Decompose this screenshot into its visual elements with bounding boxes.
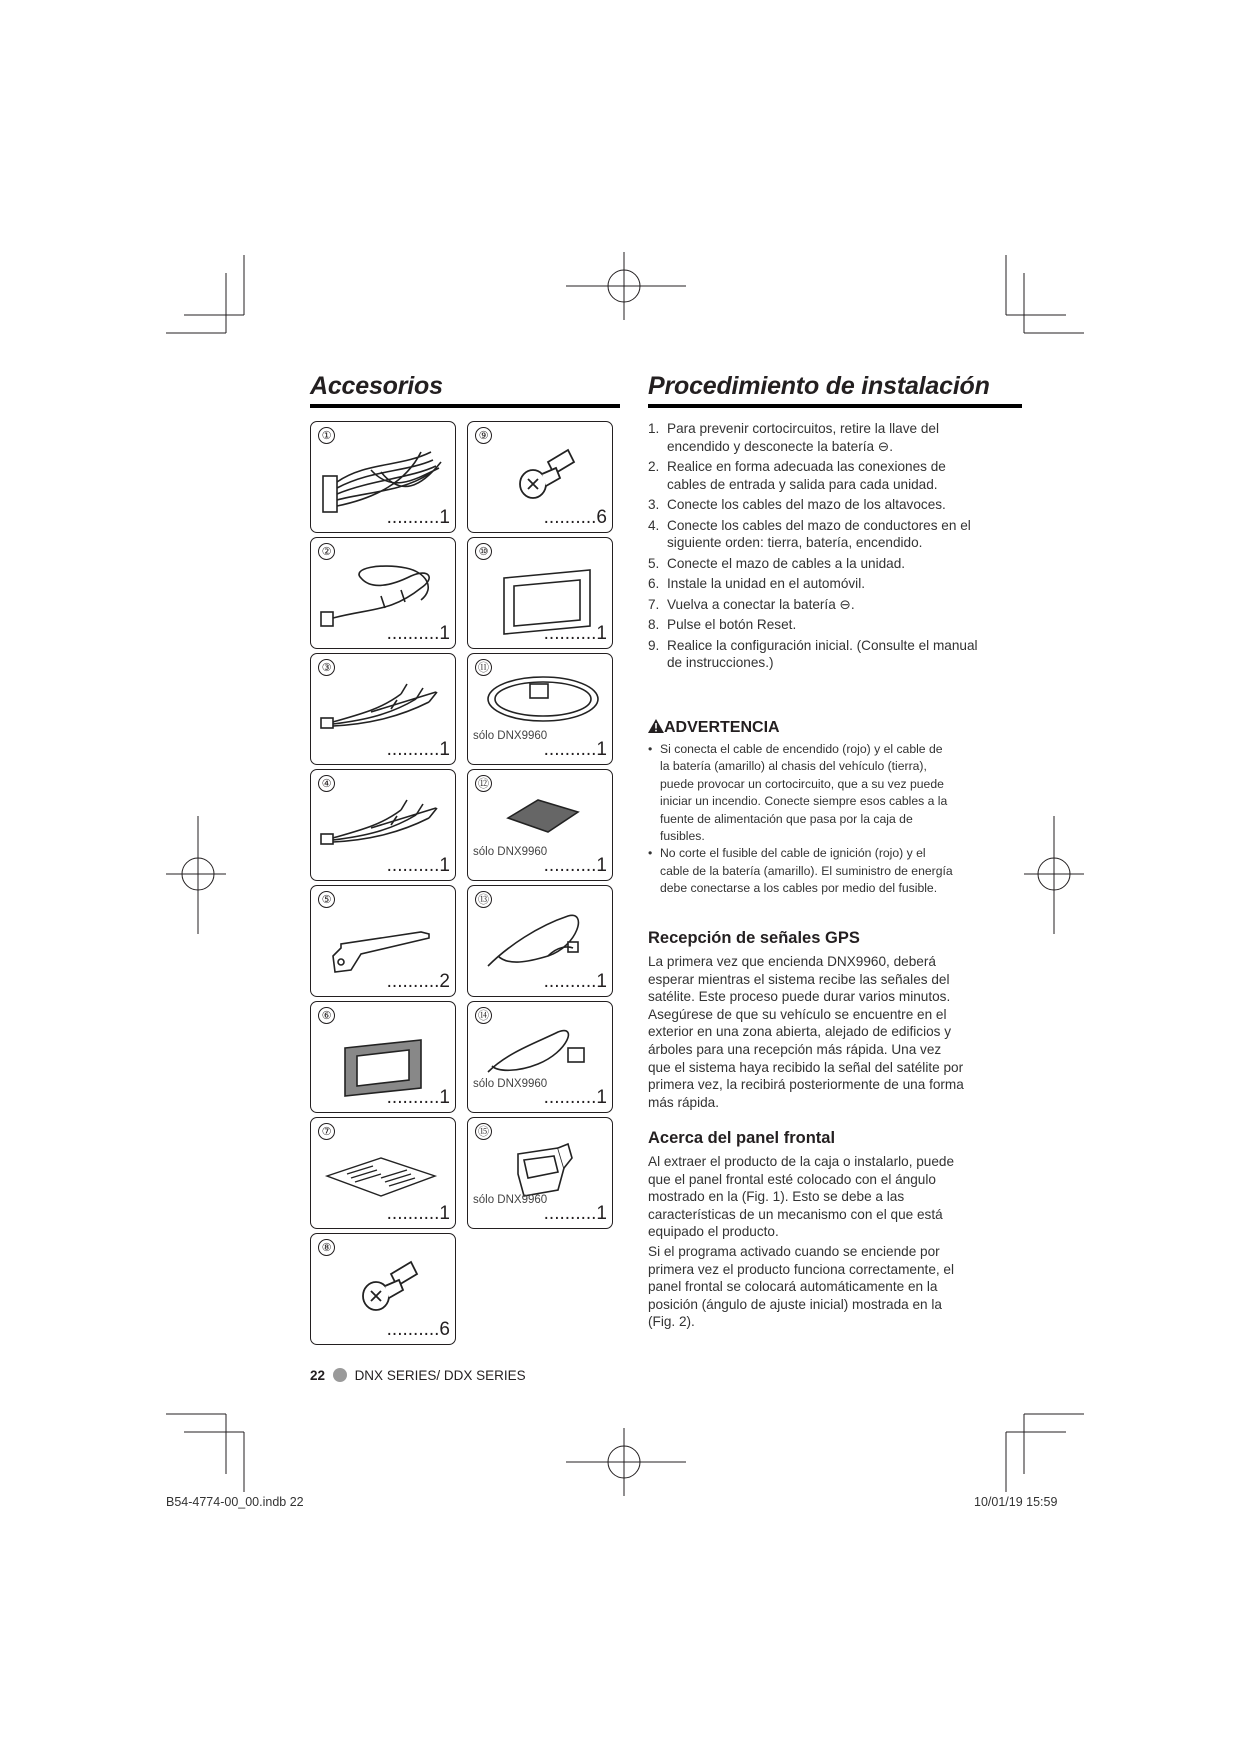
accessory-item xyxy=(310,1001,456,1113)
item-note: sólo DNX9960 xyxy=(473,1078,548,1090)
accessory-item xyxy=(467,1001,613,1113)
item-quantity: ..........1 xyxy=(386,1203,450,1224)
item-number: ⑧ xyxy=(318,1239,335,1256)
list-item: 9. Realice la configuración inicial. (Consulte el manual de instrucciones.) xyxy=(648,637,978,670)
item-number: ② xyxy=(318,543,335,560)
item-number: ⑬ xyxy=(475,891,492,908)
item-number: ③ xyxy=(318,659,335,676)
item-number: ⑩ xyxy=(475,543,492,560)
gps-text: La primera vez que encienda DNX9960, deberá esperar mientras el sistema recibe las señales del satélite. Este proceso puede durar varios minutos. Asegúrese de que su vehículo se encuentre en el exterior en una zona abierta, alejado de edificios y árboles para una recepción más rápida. Una vez que el sistema haya recibido la señal del satélite por primera vez, la recibirá posteriormente de una forma más rápida. xyxy=(648,954,964,1110)
page-number: 22 xyxy=(310,1368,326,1383)
panel-text-2: Si el programa activado cuando se enciende por primera vez el producto funciona correctamente, el panel frontal se colocará automáticamente en la posición (ángulo de ajuste inicial) mostrada en la (Fig. 2). xyxy=(648,1244,955,1330)
item-note: sólo DNX9960 xyxy=(473,730,548,742)
item-note: sólo DNX9960 xyxy=(473,846,548,858)
accessory-item xyxy=(467,769,613,881)
item-quantity: ..........1 xyxy=(543,1203,607,1224)
warning-list xyxy=(648,741,954,898)
accessory-item xyxy=(310,653,456,765)
item-number: ⑥ xyxy=(318,1007,335,1024)
warning-title: ADVERTENCIA xyxy=(648,719,780,737)
list-item: 5. Conecte el mazo de cables a la unidad. xyxy=(648,555,906,571)
accessory-item xyxy=(467,885,613,997)
list-item: 4. Conecte los cables del mazo de conductores en el siguiente orden: tierra, batería, encendido. xyxy=(648,517,971,550)
item-number: ⑨ xyxy=(475,427,492,444)
accessory-item xyxy=(467,653,613,765)
item-quantity: ..........1 xyxy=(386,623,450,644)
bullet-icon xyxy=(333,1368,347,1382)
item-number: ⑫ xyxy=(475,775,492,792)
item-quantity: ..........1 xyxy=(386,507,450,528)
title-rule xyxy=(648,404,1022,408)
item-number: ⑦ xyxy=(318,1123,335,1140)
accessory-item xyxy=(310,421,456,533)
item-quantity: ..........1 xyxy=(543,623,607,644)
item-number: ① xyxy=(318,427,335,444)
item-quantity: ..........1 xyxy=(543,971,607,992)
list-item: 2. Realice en forma adecuada las conexiones de cables de entrada y salida para cada unidad. xyxy=(648,459,946,492)
item-quantity: ..........6 xyxy=(543,507,607,528)
list-item: 6. Instale la unidad en el automóvil. xyxy=(648,576,865,591)
accessory-item xyxy=(310,1233,456,1345)
accessory-item xyxy=(310,769,456,881)
list-item: • No corte el fusible del cable de ignición (rojo) y el cable de la batería (amarillo). El suministro de energía debe conectarse a los cables por medio del fusible. xyxy=(648,845,954,897)
item-quantity: ..........2 xyxy=(386,971,450,992)
item-quantity: ..........1 xyxy=(543,855,607,876)
gps-heading: Recepción de señales GPS xyxy=(648,929,860,947)
installation-title: Procedimiento de instalación xyxy=(648,372,990,400)
item-number: ⑮ xyxy=(475,1123,492,1140)
list-item: 3. Conecte los cables del mazo de los altavoces. xyxy=(648,497,946,512)
item-number: ④ xyxy=(318,775,335,792)
item-quantity: ..........1 xyxy=(386,739,450,760)
item-quantity: ..........1 xyxy=(386,1087,450,1108)
item-quantity: ..........1 xyxy=(543,1087,607,1108)
item-number: ⑭ xyxy=(475,1007,492,1024)
item-quantity: ..........6 xyxy=(386,1319,450,1340)
accessory-item xyxy=(310,1117,456,1229)
warning-icon xyxy=(648,719,664,733)
accessory-item xyxy=(467,1117,613,1229)
list-item: • Si conecta el cable de encendido (rojo) y el cable de la batería (amarillo) al chasis del vehículo (tierra), puede provocar un cortocircuito, que a su vez puede iniciar un incendio. Conecte siempre esos cables a la fuente de alimentación que pasa por la caja de fusibles. xyxy=(648,741,954,845)
accessory-item xyxy=(467,537,613,649)
list-item: 1. Para prevenir cortocircuitos, retire la llave del encendido y desconecte la batería ⊖. xyxy=(648,421,939,454)
series-label: DNX SERIES/ DDX SERIES xyxy=(354,1368,526,1383)
file-slug: B54-4774-00_00.indb 22 xyxy=(166,1495,304,1509)
installation-steps xyxy=(648,420,978,675)
title-rule xyxy=(310,404,620,408)
accessory-item xyxy=(310,537,456,649)
item-number: ⑪ xyxy=(475,659,492,676)
list-item: 7. Vuelva a conectar la batería ⊖. xyxy=(648,596,855,612)
panel-text-1: Al extraer el producto de la caja o instalarlo, puede que el panel frontal esté colocado con el ángulo mostrado en la (Fig. 1). Esto se debe a las características de un mecanismo con el que está equipado el producto. xyxy=(648,1154,955,1240)
item-quantity: ..........1 xyxy=(543,739,607,760)
item-quantity: ..........1 xyxy=(386,855,450,876)
accessory-item xyxy=(310,885,456,997)
page-footer xyxy=(310,1368,526,1383)
item-note: sólo DNX9960 xyxy=(473,1194,548,1206)
accessory-item xyxy=(467,421,613,533)
panel-heading: Acerca del panel frontal xyxy=(648,1129,836,1147)
accessories-title: Accesorios xyxy=(310,372,443,400)
date-slug: 10/01/19 15:59 xyxy=(974,1495,1058,1509)
list-item: 8. Pulse el botón Reset. xyxy=(648,617,797,632)
item-number: ⑤ xyxy=(318,891,335,908)
